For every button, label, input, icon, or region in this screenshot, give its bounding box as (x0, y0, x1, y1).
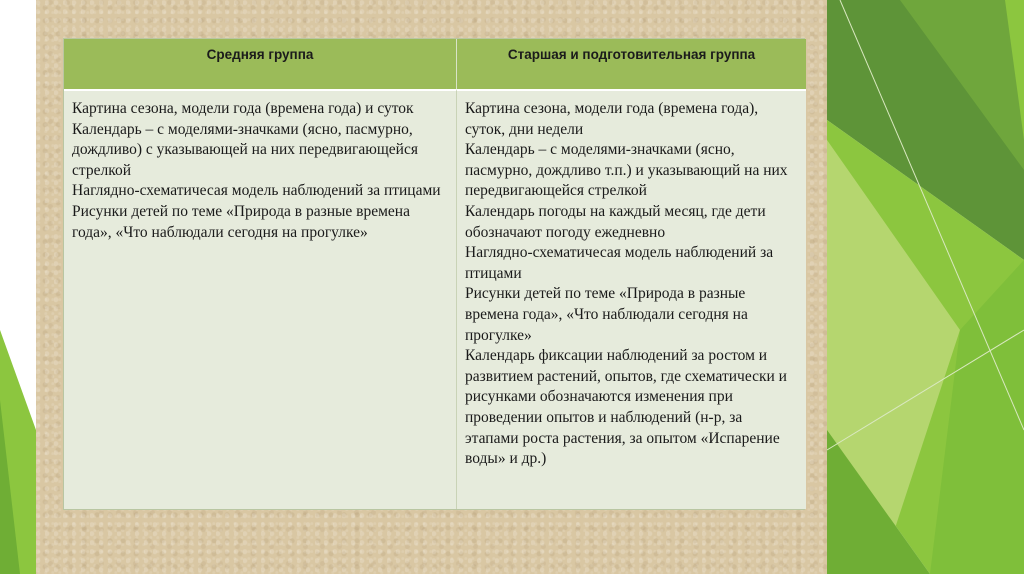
senior-item: Календарь фиксации наблюдений за ростом и развитием растений, опытов, где схематически и рисунками обозначаются изменения при проведении опытов и наблюдений (н-р, за этапами роста растения, за опытом «Испарение воды» и др.) (465, 347, 787, 468)
middle-item: Рисунки детей по теме «Природа в разные времена года», «Что наблюдали сегодня на прогулке» (72, 202, 410, 241)
comparison-table (63, 38, 805, 510)
cell-senior-group (457, 89, 806, 509)
senior-item: Календарь – с моделями-значками (ясно, пасмурно, дождливо т.п.) и указывающий на них передвигающейся стрелкой (465, 141, 788, 200)
middle-item: Календарь – с моделями-значками (ясно, пасмурно, дождливо) с указывающей на них передвигающейся стрелкой (72, 120, 418, 179)
header-middle-group: Средняя группа (64, 39, 457, 89)
middle-item: Картина сезона, модели года (времена года) и суток (72, 100, 414, 117)
senior-item: Рисунки детей по теме «Природа в разные времена года», «Что наблюдали сегодня на прогулке» (465, 285, 748, 344)
header-senior-group: Старшая и подготовительная группа (457, 39, 806, 89)
senior-item: Календарь погоды на каждый месяц, где дети обозначают погоду ежедневно (465, 202, 766, 241)
middle-item: Наглядно-схематичесая модель наблюдений за птицами (72, 182, 441, 200)
cell-middle-group (64, 89, 457, 509)
senior-item: Картина сезона, модели года (времена года), суток, дни недели (465, 100, 759, 138)
senior-item: Наглядно-схематичесая модель наблюдений за птицами (465, 244, 774, 282)
